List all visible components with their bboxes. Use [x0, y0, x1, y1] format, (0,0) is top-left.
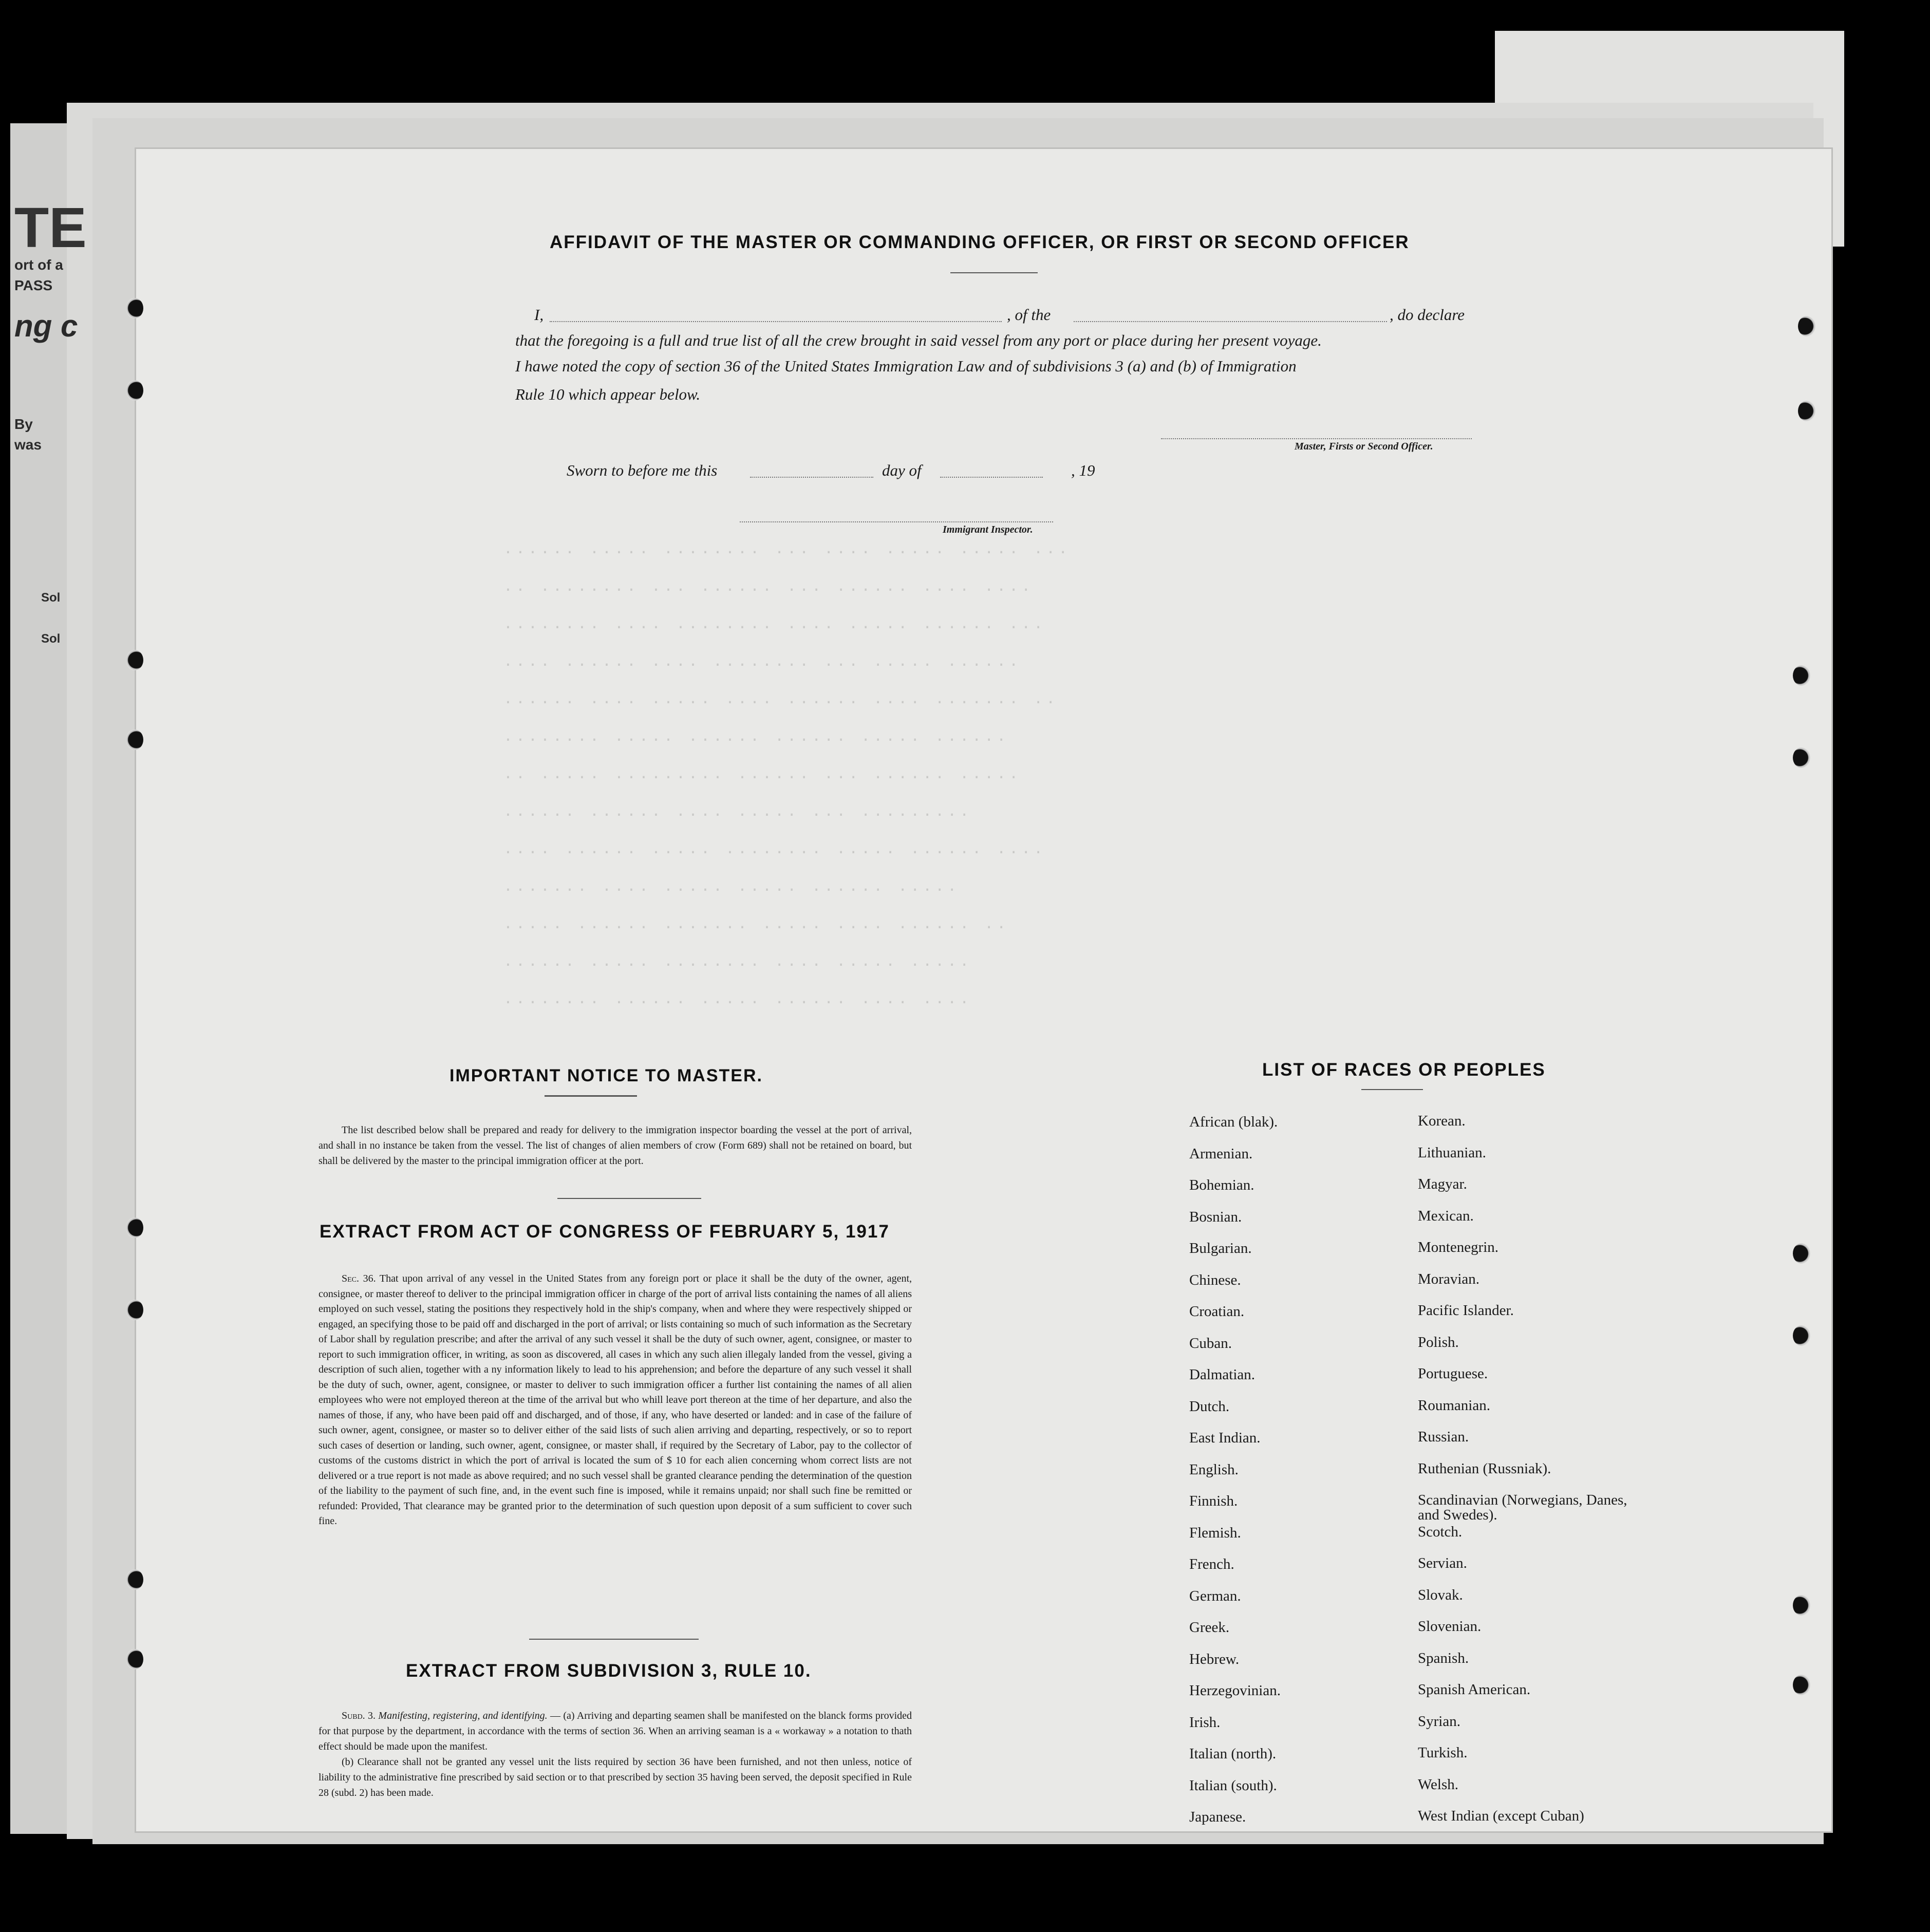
race-item: African (blak). — [1189, 1114, 1278, 1130]
rule-title: EXTRACT FROM SUBDIVISION 3, RULE 10. — [406, 1661, 812, 1681]
punch-hole — [126, 298, 143, 318]
name-blank — [550, 321, 1002, 322]
act-title: EXTRACT FROM ACT OF CONGRESS OF FEBRUARY 5, 1917 — [320, 1222, 890, 1242]
punch-hole — [126, 1649, 143, 1670]
race-item: Polish. — [1418, 1334, 1459, 1350]
race-item: Servian. — [1418, 1555, 1467, 1571]
race-item: Spanish. — [1418, 1649, 1469, 1666]
edge-fragment: ng c — [14, 309, 78, 343]
affidavit-declare: , do declare — [1390, 306, 1465, 324]
vessel-blank — [1074, 321, 1387, 322]
race-item: Russian. — [1418, 1429, 1469, 1445]
year-text: , 19 — [1071, 461, 1095, 479]
races-title: LIST OF RACES OR PEOPLES — [1262, 1060, 1546, 1080]
race-item: West Indian (except Cuban) — [1418, 1808, 1584, 1824]
edge-fragment: Sol — [41, 591, 61, 605]
notice-body: The list described below shall be prepared and ready for delivery to the immigration inspector boarding the vessel at the port of arrival, and shall in no instance be taken from the vessel. The list of changes of alien members of crow (Form 689) shall not be retained on board, but shall be delivered by the master to the principal immigration officer at the port. — [318, 1124, 912, 1167]
rule-body — [318, 1708, 912, 1800]
race-item: Finnish. — [1189, 1493, 1238, 1509]
race-item: Dutch. — [1189, 1398, 1230, 1415]
day-blank — [750, 477, 873, 478]
inspector-signature-line — [740, 521, 1053, 522]
race-item: Cuban. — [1189, 1335, 1232, 1352]
affidavit-title: AFFIDAVIT OF THE MASTER OR COMMANDING OFFICER, OR FIRST OR SECOND OFFICER — [550, 232, 1410, 252]
race-item: Scandinavian (Norwegians, Danes, and Swedes). — [1418, 1492, 1627, 1523]
race-item: Korean. — [1418, 1113, 1466, 1129]
race-item: Bulgarian. — [1189, 1240, 1252, 1256]
month-blank — [940, 477, 1043, 478]
race-item: Slovenian. — [1418, 1618, 1482, 1635]
race-item: East Indian. — [1189, 1430, 1261, 1446]
affidavit-line2: that the foregoing is a full and true list of all the crew brought in said vessel from any port or place during her present voyage. — [515, 331, 1322, 349]
affidavit-i: I, — [534, 306, 544, 324]
punch-hole — [1793, 1595, 1810, 1616]
rule-para-b: (b) Clearance shall not be granted any vessel unit the lists required by section 36 have been furnished, and not then unless, notice of liability to the administrative fine prescribed by said section or to that prescribed by section 35 having been served, the deposit specified in Rule 28 (subd. 2) has been made. — [318, 1756, 912, 1798]
inspector-signature-caption: Immigrant Inspector. — [943, 524, 1033, 535]
divider — [557, 1198, 701, 1199]
divider — [950, 272, 1038, 273]
race-item: Syrian. — [1418, 1713, 1460, 1730]
edge-fragment: By — [14, 416, 33, 432]
day-of-text: day of — [882, 461, 922, 479]
bleed-through-text: ······ ····· ········ ··· ···· ····· ····· ··· ·· ········ ··· ······ ··· ······ ···· ···· ········ ···· ········ ···· ····· ······ ··· ···· ······ ···· ········ ··· ····· ······ ······ ···· ····· ···· ······ ···· ······· ·· ········ ····· ······ ······ ····· ······ ·· ····· ········· ······ ··· ······ ····· ······ ······ ···· ····· ··· ········· ···· ······ ····· ········ ····· ······ ···· ······· ···· ····· ····· ······ ····· ····· ······ ······· ····· ···· ······ ·· ······ ····· ········ ···· ····· ····· ········ ······ ····· ······ ···· ···· — [503, 544, 1071, 1011]
punch-hole — [1793, 747, 1810, 768]
edge-fragment: ort of a — [14, 257, 63, 273]
race-item: Italian (north). — [1189, 1746, 1277, 1762]
sworn-text: Sworn to before me this — [567, 461, 718, 479]
race-item: Hebrew. — [1189, 1650, 1240, 1667]
race-item: Chinese. — [1189, 1271, 1241, 1288]
punch-hole — [126, 1569, 143, 1590]
subd-label: Subd. 3. — [342, 1710, 376, 1721]
race-item: Bohemian. — [1189, 1177, 1254, 1193]
race-item: Japanese. — [1189, 1809, 1246, 1825]
subd-heading: Manifesting, registering, and identifying. — [378, 1710, 548, 1721]
punch-hole — [126, 380, 143, 401]
edge-fragment: PASS — [14, 277, 53, 293]
race-item: Moravian. — [1418, 1270, 1479, 1287]
punch-hole — [1793, 1675, 1810, 1695]
para-a-text: — (a) Arriving and departing seamen shall be manifested on the blanck forms provided for that purpose by the department, in accordance with the terms of section 36. When an arriving seaman is a « workaway » a notation to thath effect should be made upon the manifest. — [318, 1710, 912, 1752]
master-signature-caption: Master, Firsts or Second Officer. — [1295, 441, 1433, 452]
race-item: Pacific Islander. — [1418, 1302, 1514, 1319]
affidavit-line4: Rule 10 which appear below. — [515, 385, 701, 403]
act-section-label: Sec. 36. — [342, 1273, 376, 1284]
notice-title: IMPORTANT NOTICE TO MASTER. — [449, 1066, 763, 1085]
race-item: Flemish. — [1189, 1524, 1241, 1541]
act-body — [318, 1271, 912, 1529]
race-item: Armenian. — [1189, 1145, 1253, 1162]
race-item: Welsh. — [1418, 1776, 1459, 1793]
race-item: Mexican. — [1418, 1207, 1474, 1224]
race-item: Spanish American. — [1418, 1681, 1531, 1698]
punch-hole — [126, 650, 143, 670]
race-item: Roumanian. — [1418, 1397, 1490, 1414]
punch-hole — [126, 729, 143, 750]
race-item: Lithuanian. — [1418, 1144, 1486, 1161]
race-item: Greek. — [1189, 1619, 1230, 1636]
race-item: German. — [1189, 1587, 1241, 1604]
race-item: English. — [1189, 1461, 1239, 1478]
divider — [545, 1095, 637, 1097]
divider — [1361, 1089, 1423, 1090]
race-item: Montenegrin. — [1418, 1239, 1499, 1255]
punch-hole — [126, 1217, 143, 1238]
punch-hole — [1798, 401, 1815, 421]
race-item: Portuguese. — [1418, 1365, 1488, 1382]
race-item: Dalmatian. — [1189, 1366, 1256, 1383]
affidavit-of-the: , of the — [1007, 306, 1051, 324]
edge-fragment: Sol — [41, 632, 61, 646]
punch-hole — [126, 1300, 143, 1320]
edge-fragment: was — [14, 437, 42, 453]
edge-fragment: TE — [14, 196, 87, 259]
race-item: French. — [1189, 1556, 1234, 1572]
act-body-text: That upon arrival of any vessel in the United States from any foreign port or place it shall be the duty of the owner, agent, consignee, or master thereof to deliver to the principal immigration officer in charge of the port of arrival lists containing the names of all aliens employed on such vessel, stating the positions they respectively hold in the ship's company, when and where they were respectively shipped or engaged, an specifying those to be paid off and discharged in the port of arrival; or lists containing so much of such information as the Secretary of Labor shall by regulation prescribe; and after the arrival of any such vessel it shall be the duty of such owner, agent, consignee, or master to report to such immigration officer, in writing, as soon as discovered, all cases in which any such alien illegaly landed from the vessel, giving a description of such alien, together with a ny information likely to lead to his apprehension; and before the departure of any such vessel it shall be the duty of such, owner, agent, consignee, or master to deliver to such immigration officer a further list containing the names of all alien employees who were not employed thereon at the time of the arrival but who whill leave port thereon at the time of her departure, and also the names of those, if any, who have been paid off and discharged, and of those, if any, who have deserted or landed: and in case of the failure of such owner, agent, consignee, or master so to deliver either of the said lists of such alien arriving and departing, respectively, or so to report such cases of desertion or landing, such owner, agent, consignee, or master shall, if required by the Secretary of Labor, pay to the collector of customs of the customs district in which the port of arrival is located the sum of $ 10 for each alien concerning whom correct lists are not delivered or a true report is not made as above required; and no such vessel shall be granted clearance pending the determination of the question of the liability to the payment of such fine, and, in the event such fine is imposed, while it remains unpaid; nor shall such fine be remitted or refunded: Provided, That clearance may be granted prior to the determination of such question upon deposit of a sum sufficient to cover such fine. — [318, 1273, 912, 1527]
race-item: Magyar. — [1418, 1176, 1467, 1192]
master-signature-line — [1161, 438, 1472, 439]
punch-hole — [1793, 1325, 1810, 1346]
race-item: Slovak. — [1418, 1586, 1463, 1603]
race-item: Turkish. — [1418, 1745, 1468, 1761]
punch-hole — [1793, 665, 1810, 686]
race-item: Bosnian. — [1189, 1208, 1242, 1225]
affidavit-line3: I hawe noted the copy of section 36 of the United States Immigration Law and of subdivisions 3 (a) and (b) of Immigration — [515, 357, 1297, 375]
race-item: Herzegovinian. — [1189, 1682, 1281, 1699]
race-item: Scotch. — [1418, 1523, 1463, 1540]
race-item: Irish. — [1189, 1714, 1221, 1731]
divider — [529, 1639, 699, 1640]
rule-para-a — [318, 1708, 912, 1754]
race-item: Croatian. — [1189, 1303, 1245, 1320]
race-item: Ruthenian (Russniak). — [1418, 1460, 1551, 1477]
punch-hole — [1793, 1243, 1810, 1264]
race-item: Italian (south). — [1189, 1777, 1277, 1794]
punch-hole — [1798, 316, 1815, 336]
